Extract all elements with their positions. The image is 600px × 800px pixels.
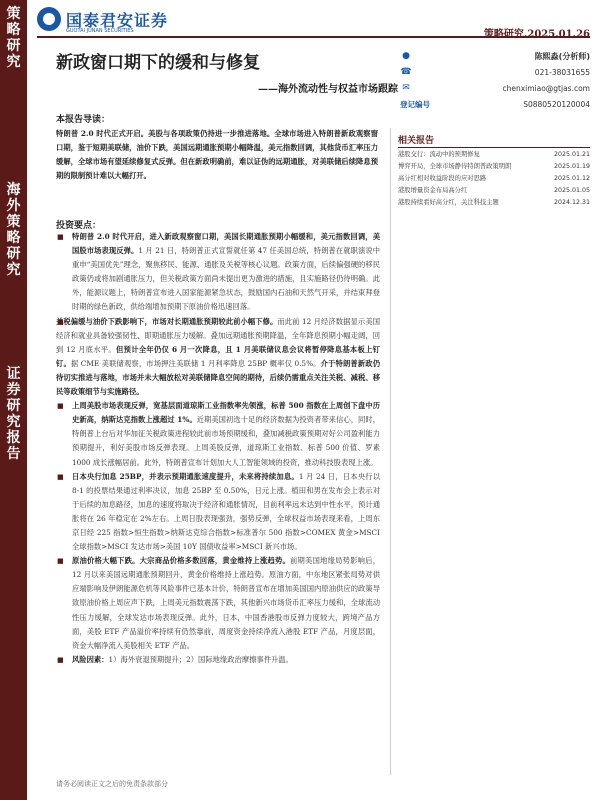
- report-subtitle: ——海外流动性与权益市场跟踪: [258, 84, 398, 95]
- invest-point-cont: [56, 315, 380, 400]
- related-report-item[interactable]: [398, 198, 590, 208]
- analyst-name-row: [400, 48, 590, 64]
- related-report-title[interactable]: 港股持续看好高分红，关注科技主题: [398, 199, 499, 206]
- sidebar-category-overseas: [0, 182, 27, 279]
- invest-heading: 投资要点：: [56, 221, 102, 231]
- point-body: 近期美国初选十足的经济数据为投资者带来信心，同时，特朗普上台后对华加征关税政策进程较此前市场预期缓和，叠加减税政策预期对好公司盈利能力预期提升，利好美股市场反弹表现。上周美股反弹，道琼斯工业指数、标普 500 价值、罗素 1000 成长涨幅居前。此外，特朗普宣布计划加大人工智能领域的投资，推动科技股表现上涨。: [72, 415, 380, 467]
- phone-icon: ☎: [400, 67, 412, 77]
- invest-point: [56, 230, 380, 315]
- related-report-item[interactable]: [398, 162, 590, 172]
- brand-logo: [37, 6, 168, 32]
- sidebar-char: 策: [6, 6, 21, 22]
- point-lead: 原油价格大幅下跌。大宗商品价格多数回落，黄金维持上涨趋势。: [72, 556, 291, 566]
- sidebar-char: 略: [6, 22, 21, 39]
- related-report-title[interactable]: 博弈开局，全球市场静待特朗普政策明朗: [398, 163, 512, 170]
- point-body: 而此前 12 月经济数据显示美国经济和就业具备较强韧性、即期通胀压力缓解。叠加远期通胀预期降温，全年降息预期小幅走阔，回到 12 月底水平。: [56, 316, 380, 354]
- email-icon: ✉: [402, 83, 410, 93]
- sidebar-category-strategy: [0, 6, 27, 70]
- intro-text: 特朗普 2.0 时代正式开启。美股与各项政策仍持进一步推进落地。全球市场进入特朗普新政观察窗口期，鉴于短期美联储，油价下跌，美国远期通胀预期小幅降温，美元指数回调，其他货币汇率压力缓解，全球市场有望延续修复式反弹。但在新政明确前，难以证伪的远期通胀，对美联储后续降息预期的限制预计难以大幅打开。: [56, 129, 378, 180]
- sidebar-category-report: [0, 366, 27, 463]
- column-divider: [390, 128, 391, 775]
- analyst-email[interactable]: chenximiao@gtjas.com: [502, 83, 590, 93]
- invest-points: [56, 230, 380, 667]
- invest-point: [56, 554, 380, 653]
- analyst-email-row: [400, 80, 590, 96]
- related-divider: [398, 147, 590, 148]
- sidebar-char: 研: [6, 398, 21, 415]
- header-divider: [37, 36, 590, 38]
- point-lead: 介于特朗普新政仍待切实推进与落地，市场并未大幅放松对美联储降息空间的期待，后续仍需重点关注关税、减税、移民等政策细节与实施路径。: [56, 358, 381, 397]
- sidebar-char: 究: [6, 414, 21, 431]
- related-report-item[interactable]: [398, 174, 590, 184]
- related-reports: [398, 150, 590, 210]
- invest-point: [56, 470, 380, 555]
- point-body: 1 月 24 日，日本央行以 8-1 的投票结果通过利率决议，加息 25BP 至 0.50%，日元上涨。植田和男在发布会上表示对于后续的加息路径，加息的速度将取决于经济和通胀情况，目前利率远未达到中性水平，预计通胀将在 26 年稳定在 2%左右。上周日股表现强劲，强势反弹，全球权益市场表现来看，上周东京日经 225 指数>恒生指数>纳斯达克综合指数>标准普尔 500 指数>COMEX 黄金>MSCI 全球指数>MSCI 发达市场>美国 10Y 国债收益率>MSCI 新兴市场。: [72, 471, 380, 552]
- brand-emblem-icon: [37, 7, 61, 31]
- related-report-date: 2025.01.19: [553, 163, 590, 170]
- point-body: 1 月 21 日，特朗普正式宣誓就任第 47 任美国总统，特朗普在就职演说中重申“美国优先”理念，聚焦移民、能源、通胀及关税等核心议题。政策方面，后续偏强硬的移民政策仍或将加剧通胀压力，但关税政策方面尚未提出更为激进的措施，且实施路径仍待明确。此外，能源议题上，特朗普宣布进入国家能源紧急状态，鼓励国内石油和天然气开采，并结束拜登时期的绿色新政，供给端增加预期下原油价格迅速回落。: [72, 246, 380, 312]
- related-report-title[interactable]: 高分红相对收益阶段的应对思路: [398, 175, 487, 182]
- report-title: 新政窗口期下的缓和与修复: [56, 53, 260, 73]
- sidebar-char: 究: [6, 262, 21, 279]
- sidebar-char: 研: [6, 38, 21, 55]
- sidebar-char: 证: [6, 366, 21, 382]
- analyst-phone: 021-38031655: [534, 67, 590, 77]
- point-lead: 上周美股市场表现反弹，宽基层面道琼斯工业指数率先领涨，标普 500 指数在上周创下盘中历史新高，纳斯达克指数上涨超过 1%。: [72, 401, 380, 425]
- related-report-date: 2025.01.05: [553, 187, 590, 194]
- sidebar: [0, 0, 27, 800]
- analyst-panel: [400, 48, 590, 112]
- point-lead: 日本央行加息 25BP，并表示预期通胀速度提升，未来将持续加息。: [72, 471, 299, 481]
- sidebar-char: 略: [6, 230, 21, 247]
- brand-name: 国泰君安证券: [66, 10, 169, 30]
- sidebar-char: 告: [6, 446, 21, 463]
- sidebar-char: 外: [6, 198, 21, 215]
- intro-heading: 本报告导读：: [56, 115, 111, 125]
- related-report-title[interactable]: 港股交行：流动中的预期修复: [398, 151, 480, 158]
- point-body: 据 CME 美联储观察，市场押注美联储 1 月利率降息 25BP 概率仅 0.5%。: [70, 358, 321, 368]
- point-lead: 关税偏缓与油价下跌影响下，市场对长期通胀预期较此前小幅下修。: [56, 316, 278, 326]
- related-report-title[interactable]: 港股增量资金布局高分红: [398, 187, 468, 194]
- analyst-name: 陈熙淼(分析师): [534, 51, 590, 61]
- point-body: 前期美国地缘局势影响后，12 月以来美国远期通胀预期回升，黄金价格维持上涨趋势。原油方面，中东地区紧张局势对供应端影响及伊朗能源危机等风险事件已基本计价，特朗普宣布在增加美国国内原油供应的政策导致原油价格上周应声下跌，上周美元指数震荡下跌，其他新兴市场货币汇率压力缓和，全球流动性压力缓解，全球发达市场表现反弹。此外，日本，中国香港股市反弹力度较大，跨境产品方面，美股 ETF 产品溢价率持续有仍然靠前，周度资金持续净流入港股 ETF 产品，月度层面，资金大幅净流入美股相关 ETF 产品。: [72, 556, 381, 650]
- invest-point: [56, 399, 380, 469]
- related-report-item[interactable]: [398, 150, 590, 160]
- analyst-phone-row: [400, 64, 590, 80]
- sidebar-char: 报: [6, 430, 21, 447]
- sidebar-char: 海: [6, 182, 21, 198]
- cert-number: S0880520120004: [523, 99, 590, 109]
- analyst-cert-row: [400, 96, 590, 112]
- invest-point: [56, 653, 380, 667]
- related-report-date: 2024.12.31: [553, 199, 590, 206]
- cert-label: 登记编号: [400, 99, 430, 109]
- point-lead: 风险因素：: [72, 654, 109, 664]
- sidebar-char: 究: [6, 54, 21, 71]
- point-body: 1）海外衰退预期提升；2）国际地缘政治摩擦事件升温。: [108, 654, 293, 664]
- brand-name-en: GUOTAI JUNAN SECURITIES: [66, 28, 134, 34]
- related-report-item[interactable]: [398, 186, 590, 196]
- sidebar-char: 研: [6, 246, 21, 263]
- disclaimer-footer: 请务必阅读正文之后的免责条款部分: [56, 780, 168, 788]
- point-lead: 但预计全年仍仅 6 月一次降息，且 1 月美联储议息会议将暂停降息基本板上钉钉。: [56, 344, 380, 368]
- sidebar-char: 券: [6, 382, 21, 399]
- related-heading: 相关报告: [398, 136, 435, 146]
- related-report-date: 2025.01.12: [553, 175, 590, 182]
- report-type-date: 策略研究.2025.01.26: [483, 29, 590, 40]
- person-icon: ●: [402, 51, 410, 61]
- sidebar-char: 策: [6, 214, 21, 231]
- related-report-date: 2025.01.21: [553, 151, 590, 158]
- point-lead: 特朗普 2.0 时代开启，进入新政观察窗口期，美国长期通胀预期小幅缓和，美元指数回调，美国股市场表现反弹。: [72, 232, 380, 256]
